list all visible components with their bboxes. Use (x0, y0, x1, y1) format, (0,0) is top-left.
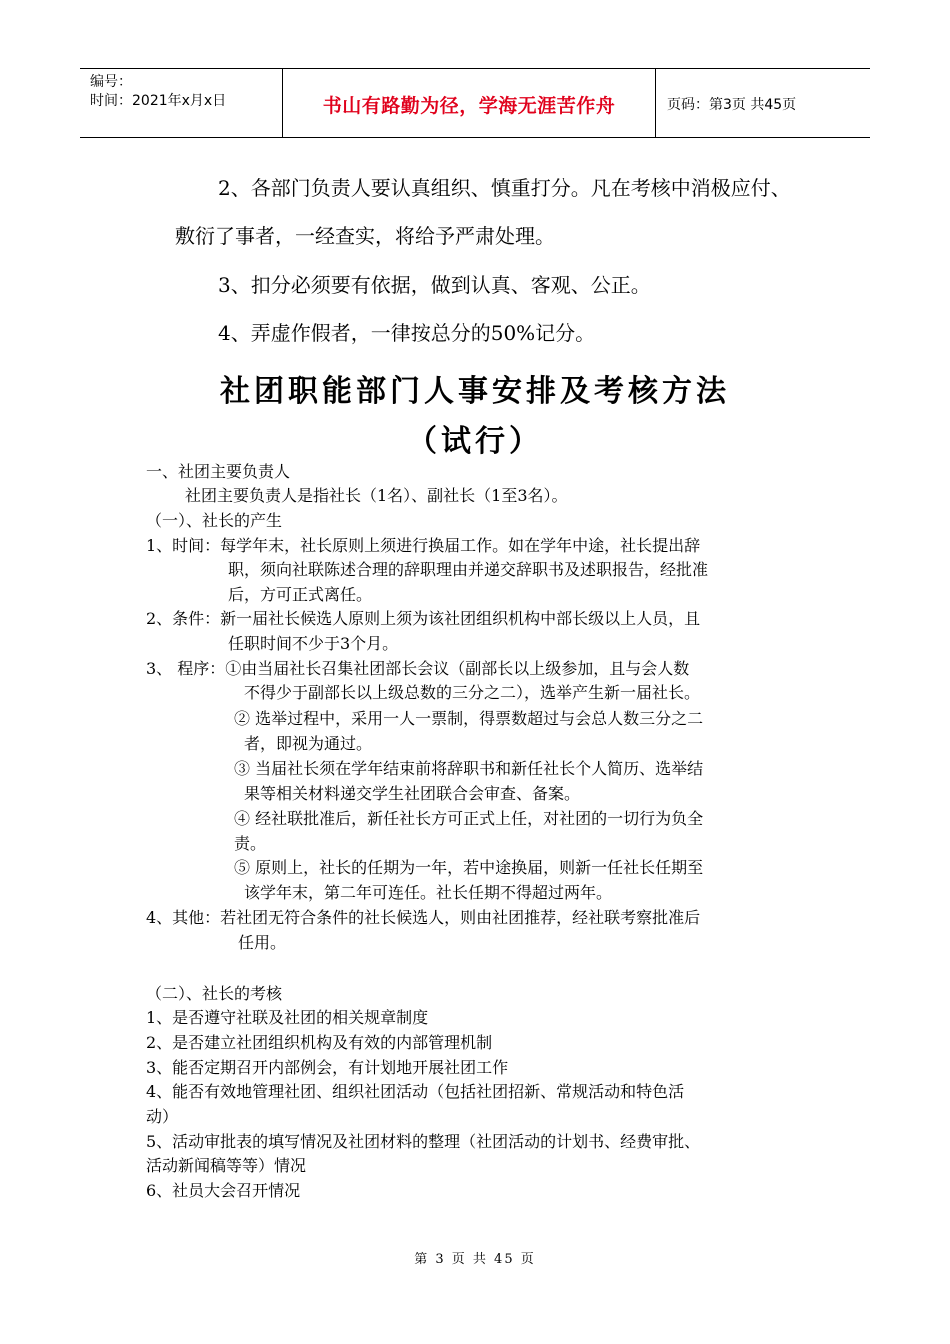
body-line: 1、时间：每学年末，社长原则上须进行换届工作。如在学年中途，社长提出辞 (146, 536, 701, 555)
document-title: 社团职能部门人事安排及考核方法 (220, 374, 730, 409)
paragraph-line: 敷衍了事者，一经查实，将给予严肃处理。 (175, 224, 555, 248)
document-subtitle: （试行） (407, 424, 543, 459)
body-line: 社团主要负责人是指社长（1名）、副社长（1至3名）。 (185, 486, 568, 505)
body-line: ⑤ 原则上，社长的任期为一年，若中途换届，则新一任社长任期至 (234, 858, 704, 877)
paragraph-line: 2、各部门负责人要认真组织、慎重打分。凡在考核中消极应付、 (218, 176, 791, 200)
header-page-info: 页码：第3页 共45页 (667, 97, 797, 113)
body-line: ③ 当届社长须在学年结束前将辞职书和新任社长个人简历、选举结 (234, 759, 704, 778)
body-line: 不得少于副部长以上级总数的三分之二），选举产生新一届社长。 (244, 683, 701, 702)
list-item-continuation: 活动新闻稿等等）情况 (146, 1156, 307, 1175)
body-line: 者，即视为通过。 (244, 734, 373, 753)
header-motto-cell (282, 69, 656, 137)
doc-number-label: 编号： (90, 74, 132, 90)
body-line: 责。 (234, 834, 267, 853)
list-item: 6、社员大会召开情况 (146, 1181, 301, 1200)
section-heading: 一、社团主要负责人 (146, 462, 291, 481)
list-item: 3、能否定期召开内部例会，有计划地开展社团工作 (146, 1058, 509, 1077)
body-line: 任用。 (238, 933, 287, 952)
list-item: 5、活动审批表的填写情况及社团材料的整理（社团活动的计划书、经费审批、 (146, 1132, 701, 1151)
header-page-cell (655, 69, 870, 137)
body-line: ④ 经社联批准后，新任社长方可正式上任，对社团的一切行为负全 (234, 809, 704, 828)
body-line: 后，方可正式离任。 (228, 585, 373, 604)
body-line: 任职时间不少于3个月。 (228, 634, 399, 653)
list-item-continuation: 动） (146, 1107, 179, 1126)
page-header (80, 68, 870, 138)
body-line: 2、条件：新一届社长候选人原则上须为该社团组织机构中部长级以上人员，且 (146, 609, 701, 628)
body-line: 3、 程序：①由当届社长召集社团部长会议（副部长以上级参加，且与会人数 (146, 659, 690, 678)
paragraph-line: 4、弄虚作假者，一律按总分的50%记分。 (218, 321, 596, 345)
doc-time-label: 时间：2021年x月x日 (90, 93, 227, 109)
subsection-heading: （二）、社长的考核 (146, 984, 283, 1003)
subsection-heading: （一）、社长的产生 (146, 511, 283, 530)
list-item: 2、是否建立社团组织机构及有效的内部管理机制 (146, 1033, 493, 1052)
header-meta-cell (80, 69, 282, 137)
body-line: 4、其他：若社团无符合条件的社长候选人，则由社团推荐，经社联考察批准后 (146, 908, 701, 927)
body-line: 果等相关材料递交学生社团联合会审查、备案。 (244, 784, 581, 803)
body-line: 职，须向社联陈述合理的辞职理由并递交辞职书及述职报告，经批准 (228, 560, 709, 579)
header-motto: 书山有路勤为径，学海无涯苦作舟 (322, 95, 616, 117)
list-item: 1、是否遵守社联及社团的相关规章制度 (146, 1008, 429, 1027)
list-item: 4、能否有效地管理社团、组织社团活动（包括社团招新、常规活动和特色活 (146, 1082, 685, 1101)
paragraph-line: 3、扣分必须要有依据，做到认真、客观、公正。 (218, 273, 651, 297)
body-line: ② 选举过程中，采用一人一票制，得票数超过与会总人数三分之二 (234, 709, 704, 728)
body-line: 该学年末，第二年可连任。社长任期不得超过两年。 (244, 883, 613, 902)
page-footer: 第 3 页 共 45 页 (414, 1252, 536, 1267)
